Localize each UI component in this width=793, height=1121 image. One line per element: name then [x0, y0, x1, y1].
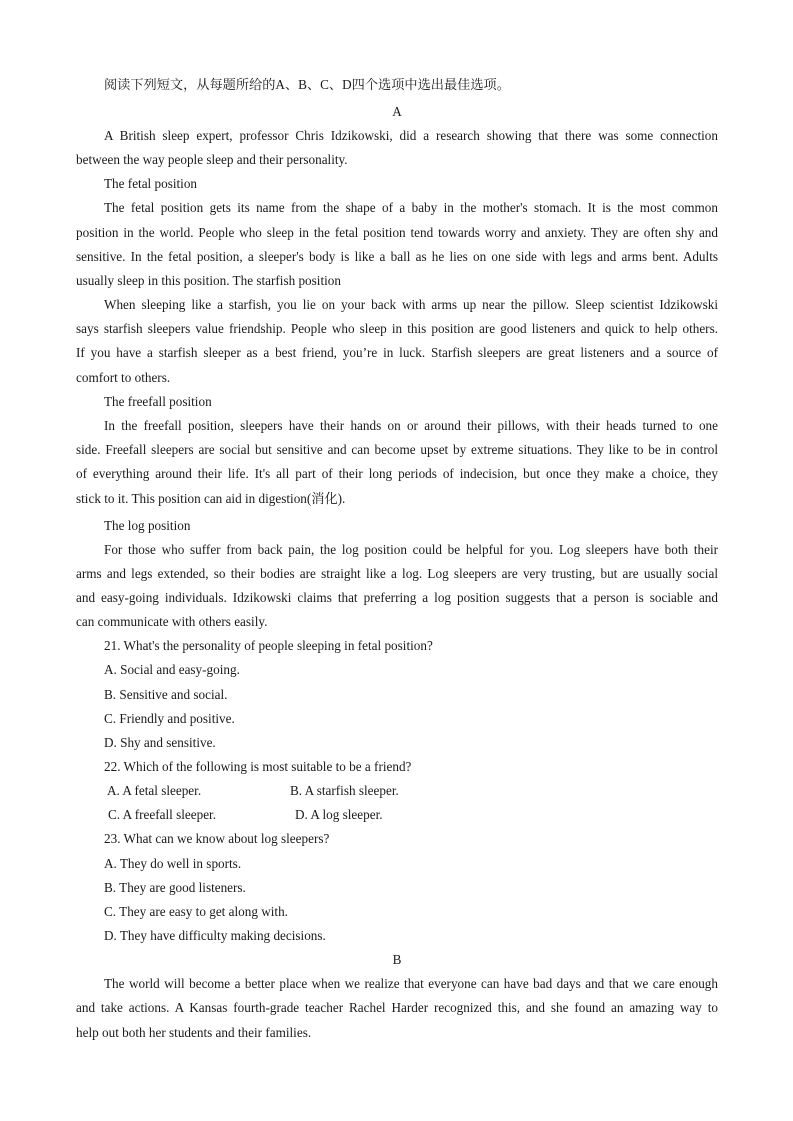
freefall-paragraph-line: In the freefall position, sleepers have their hands on or around their pillows, with their heads turned to one [104, 418, 718, 433]
passage-b-intro-line: help out both her students and their families. [76, 1025, 312, 1040]
question-23-option-c: C. They are easy to get along with. [104, 904, 288, 919]
passage-a-label: A [392, 104, 402, 119]
question-23-stem: 23. What can we know about log sleepers? [104, 831, 330, 846]
fetal-paragraph-line: sensitive. In the fetal position, a sleeper's body is like a ball as he lies on one side with legs and arms bent. Adults [76, 249, 718, 264]
question-22-option-a: A. A fetal sleeper. [107, 783, 202, 798]
passage-a-intro-line: A British sleep expert, professor Chris Idzikowski, did a research showing that there was some connection [104, 128, 718, 143]
freefall-paragraph-line: of everything around their life. It's all part of their long periods of indecision, but once they make a choice, they [76, 466, 718, 481]
log-paragraph-line: For those who suffer from back pain, the log position could be helpful for you. Log sleepers have both their [104, 542, 718, 557]
question-21-option-c: C. Friendly and positive. [104, 711, 235, 726]
question-21-option-a: A. Social and easy-going. [104, 662, 240, 677]
instruction: 阅读下列短文，从每题所给的A、B、C、D四个选项中选出最佳选项。 [104, 77, 510, 92]
log-paragraph-line: can communicate with others easily. [76, 614, 268, 629]
log-paragraph-line: and easy-going individuals. Idzikowski claims that preferring a log position suggests that a person is sociable and [76, 590, 718, 605]
question-22-stem: 22. Which of the following is most suitable to be a friend? [104, 759, 412, 774]
question-22-option-b: B. A starfish sleeper. [290, 783, 399, 798]
starfish-paragraph-line: says starfish sleepers value friendship. People who sleep in this position are good listeners and quick to help others. [76, 321, 718, 336]
starfish-paragraph-line: comfort to others. [76, 370, 171, 385]
passage-a-intro-line: between the way people sleep and their personality. [76, 152, 348, 167]
passage-b-intro-line: The world will become a better place when we realize that everyone can have bad days and that we care enough [104, 976, 718, 991]
fetal-paragraph-line: The fetal position gets its name from the shape of a baby in the mother's stomach. It is the most common [104, 200, 718, 215]
fetal-heading: The fetal position [104, 176, 198, 191]
log-paragraph-line: arms and legs extended, so their bodies are straight like a log. Log sleepers are very trusting, but are usually social [76, 566, 718, 581]
question-23-option-b: B. They are good listeners. [104, 880, 246, 895]
fetal-paragraph-line: usually sleep in this position. The starfish position [76, 273, 341, 288]
question-21-option-b: B. Sensitive and social. [104, 687, 228, 702]
starfish-paragraph-line: When sleeping like a starfish, you lie on your back with arms up near the pillow. Sleep scientist Idzikowski [104, 297, 718, 312]
question-21-option-d: D. Shy and sensitive. [104, 735, 216, 750]
freefall-paragraph-line: stick to it. This position can aid in digestion(消化). [76, 491, 346, 506]
passage-b-label: B [392, 952, 402, 967]
freefall-paragraph-line: side. Freefall sleepers are social but sensitive and can become upset by extreme situations. They like to be in control [76, 442, 718, 457]
passage-b-intro-line: and take actions. A Kansas fourth-grade teacher Rachel Harder recognized this, and she found an amazing way to [76, 1000, 718, 1015]
question-21-stem: 21. What's the personality of people sleeping in fetal position? [104, 638, 433, 653]
question-23-option-d: D. They have difficulty making decisions. [104, 928, 326, 943]
question-22-option-c: C. A freefall sleeper. [108, 807, 217, 822]
fetal-paragraph-line: position in the world. People who sleep in the fetal position tend towards worry and anxiety. They are often shy and [76, 225, 718, 240]
question-23-option-a: A. They do well in sports. [104, 856, 242, 871]
starfish-paragraph-line: If you have a starfish sleeper as a best friend, you’re in luck. Starfish sleepers are great listeners and a source of [76, 345, 718, 360]
freefall-heading: The freefall position [104, 394, 212, 409]
log-heading: The log position [104, 518, 191, 533]
question-22-option-d: D. A log sleeper. [295, 807, 383, 822]
